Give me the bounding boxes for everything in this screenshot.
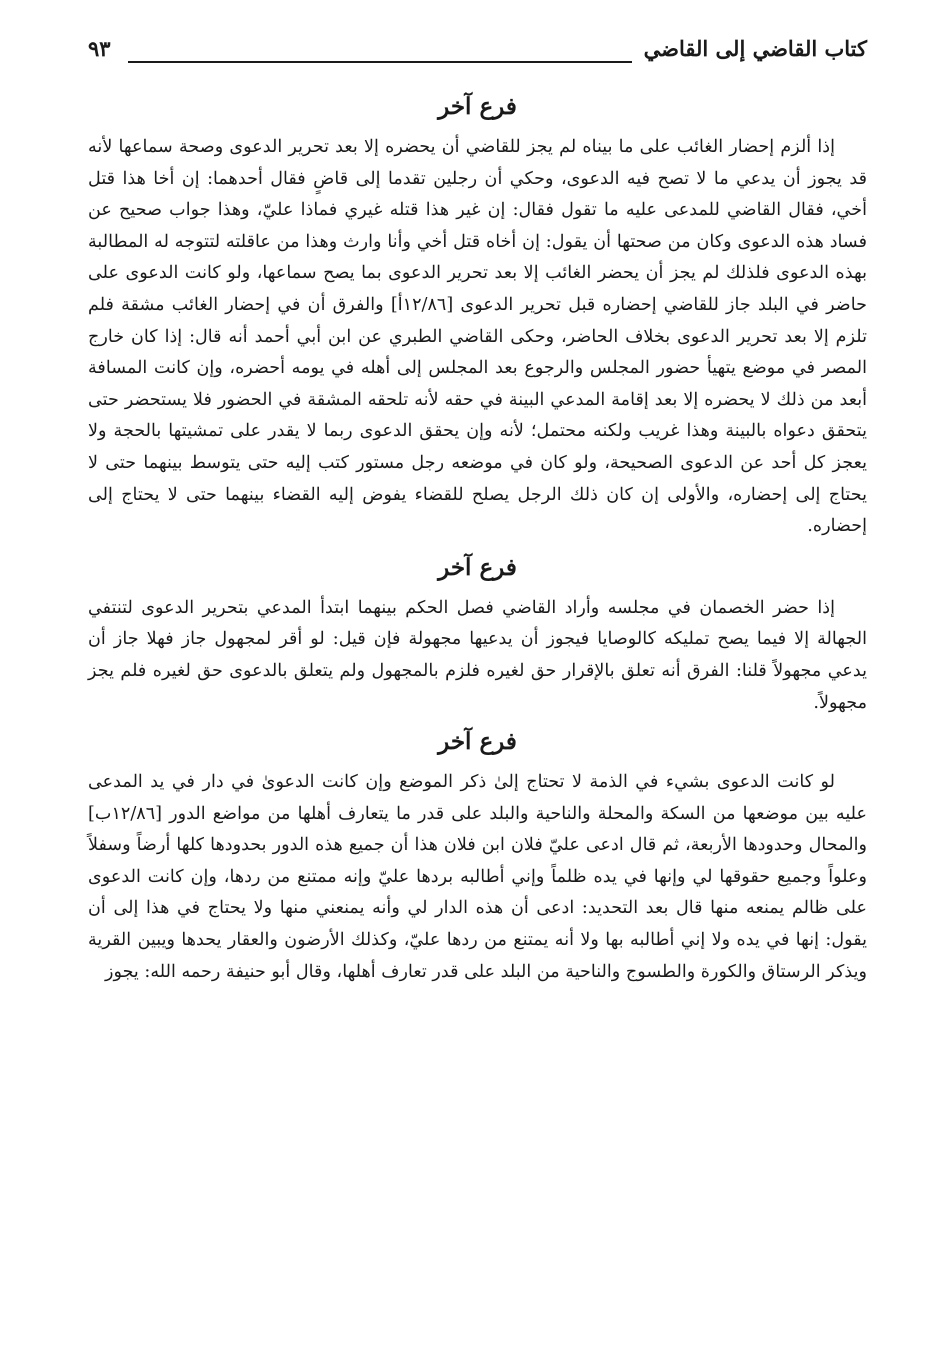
section-3: [88, 723, 867, 988]
section-text: إذا حضر الخصمان في مجلسه وأراد القاضي فصل الحكم بينهما ابتدأ المدعي بتحرير الدعوى لتنتفي الجهالة إلا فيما يصح تمليكه كالوصايا فيجوز أن يدعيها مجهولة فإن قيل: لو أقر لمجهول جاز فهلا جاز أن يدعي مجهولاً قلنا: الفرق أنه تعلق بالإقرار حق لغيره فلزم بالمجهول ولم يتعلق بالدعوى حق لغيره فلم يجز مجهولاً.: [88, 597, 867, 713]
book-title: كتاب القاضي إلى القاضي: [643, 36, 867, 61]
section-text: إذا ألزم إحضار الغائب على ما بيناه لم يجز للقاضي أن يحضره إلا بعد تحرير الدعوى وصحة سماعها لأنه قد يجوز أن يدعي ما لا تصح فيه الدعوى، وحكي أن رجلين تقدما إلى قاضٍ فقال أحدهما: إن أخا هذا قتل أخي، فقال القاضي للمدعى عليه ما تقول فقال: إن غير هذا قتله غيري فماذا عليّ، وهذا جواب صحيح عن فساد هذه الدعوى وكان من صحتها أن يقول: إن أخاه قتل أخي وأنا وارث وهذا من عاقلته لتتوجه له المطالبة بهذه الدعوى فلذلك لم يجز أن يحضر الغائب إلا بعد تحرير الدعوى بما يصح سماعها، ولو كانت الدعوى على حاضر في البلد جاز للقاضي إحضاره قبل تحرير الدعوى [١٢/٨٦أ] والفرق أن في إحضار الغائب مشقة فلم تلزم إلا بعد تحرير الدعوى بخلاف الحاضر، وحكى القاضي الطبري عن ابن أبي أحمد أنه قال: إذا كان خارج المصر في موضع يتهيأ حضور المجلس والرجوع بعد المجلس إلى أهله في يومه أحضره، وإن كانت المسافة أبعد من ذلك لا يحضره إلا بعد إقامة المدعي البينة في حقه لأنه تلحقه المشقة في الحضور فلا يستحضر حتى يتحقق دعواه بالبينة وهذا غريب ولكنه محتمل؛ لأنه وإن يحقق الدعوى ربما لا يقدر على تمشيتها بالحجة ولا يعجز كل أحد عن الدعوى الصحيحة، ولو كان في موضعه رجل مستور كتب إليه حتى يتوسط بينهما حتى لا يحتاج إلى إحضاره، والأولى إن كان ذلك الرجل يصلح للقضاء يفوض إليه القضاء بينهما حتى لا يحتاج إلى إحضاره.: [88, 137, 867, 537]
section-heading: فرع آخر: [438, 728, 517, 756]
section-2: [88, 549, 867, 719]
header-rule: [128, 61, 632, 63]
page-number: ٩٣: [88, 36, 111, 61]
section-heading: فرع آخر: [438, 93, 517, 120]
running-header: [88, 30, 867, 70]
section-text: لو كانت الدعوى بشيء في الذمة لا تحتاج إلىٰ ذكر الموضع وإن كانت الدعوىٰ في دار في يد المدعى عليه بين موضعها من السكة والمحلة والناحية والبلد على قدر ما يتعارف أهلها من مواضع الدور [١٢/٨٦ب] والمحال وحدودها الأربعة، ثم قال ادعى عليّ فلان ابن فلان هذا أن جميع هذه الدور بحدودها كلها أرضاً وسفلاً وعلواً وجميع حقوقها لي وإنها في يده ظلماً وإني أطالبه بردها عليّ وإنه ممتنع من ردها، وإن كانت الدعوى على ظالم يمنعه منها قال بعد التحديد: ادعى أن هذه الدار لي وأنه يمنعني منها ولا يحتاج في هذا إلى أن يقول: إنها في يده ولا إني أطالبه بها ولا أنه يمتنع من ردها عليّ، وكذلك الأرضون والعقار يحدها ويبين القرية ويذكر الرستاق والكورة والطسوج والناحية من البلد على قدر تعارف أهلها، وقال أبو حنيفة رحمه الله: يجوز: [88, 772, 867, 982]
section-heading: فرع آخر: [438, 553, 517, 581]
document-page: [88, 30, 867, 1360]
section-1: [88, 88, 867, 543]
